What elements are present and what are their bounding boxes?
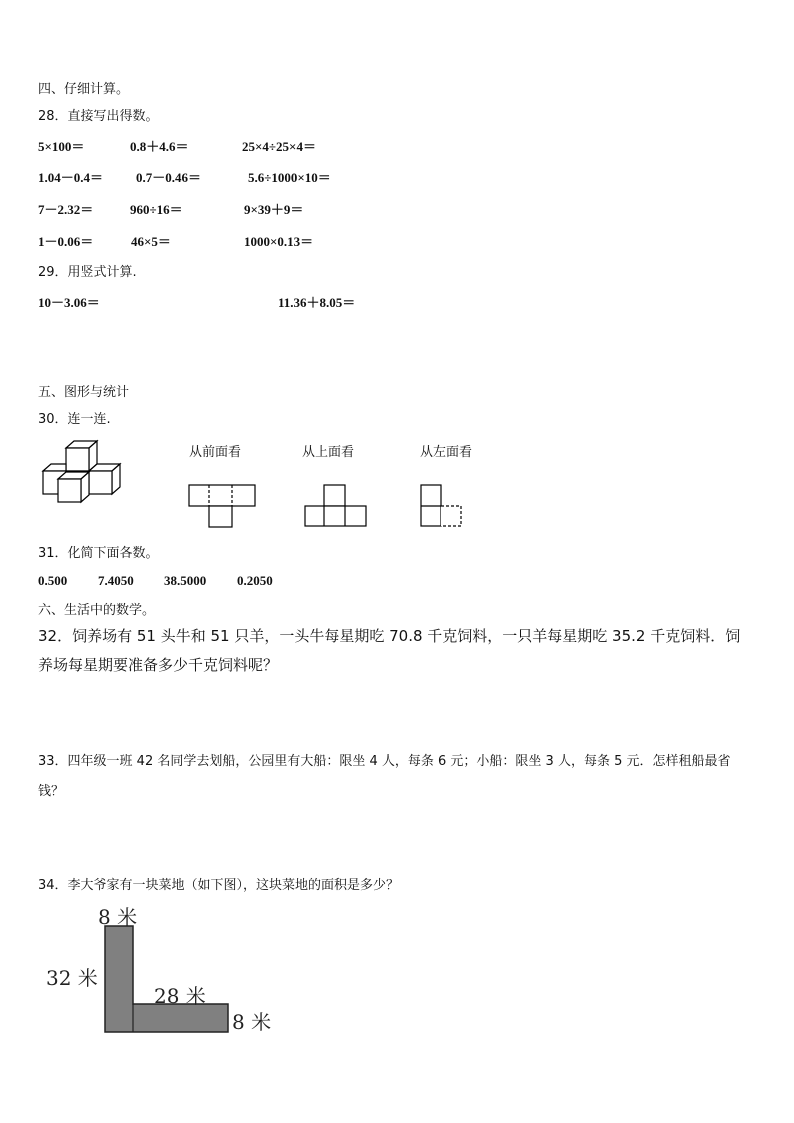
q28-expr: 5×100＝ [38, 139, 85, 154]
q28-expr: 7－2.32＝ [38, 202, 94, 217]
q28-title: 28．直接写出得数。 [38, 109, 159, 124]
dimension-label-top: 8 米 [98, 905, 138, 929]
section-heading-4: 四、仔细计算。 [38, 82, 130, 97]
q31-number: 0.2050 [237, 573, 273, 588]
view-shape-1 [188, 484, 260, 528]
q28-expr: 9×39＋9＝ [244, 202, 304, 217]
q34-title: 34．李大爷家有一块菜地（如下图），这块菜地的面积是多少？ [38, 878, 400, 893]
q31-number: 7.4050 [98, 573, 134, 588]
q32-line-1: 32．饲养场有 51 头牛和 51 只羊，一头牛每星期吃 70.8 千克饲料，一只羊每星期吃 35.2 千克饲料．饲 [38, 627, 741, 645]
q33-line-2: 钱？ [38, 784, 65, 799]
q31-number: 0.500 [38, 573, 68, 588]
q32-line-2: 养场每星期要准备多少千克饲料呢？ [38, 656, 279, 674]
q28-expr: 1－0.06＝ [38, 234, 94, 249]
dimension-label-right: 8 米 [232, 1010, 272, 1034]
q28-expr: 5.6÷1000×10＝ [248, 170, 331, 185]
q29-expr: 11.36＋8.05＝ [278, 295, 356, 310]
q29-title: 29．用竖式计算. [38, 265, 137, 280]
view-label-top: 从上面看 [302, 445, 355, 460]
q33-line-1: 33．四年级一班 42 名同学去划船，公园里有大船：限坐 4 人，每条 6 元；小船：限坐 3 人，每条 5 元．怎样租船最省 [38, 754, 731, 769]
view-label-front: 从前面看 [189, 445, 242, 460]
section-heading-6: 六、生活中的数学。 [38, 603, 156, 618]
q30-title: 30．连一连. [38, 412, 111, 427]
q28-expr: 0.8＋4.6＝ [130, 139, 189, 154]
q31-number: 38.5000 [164, 573, 207, 588]
q28-expr: 1000×0.13＝ [244, 234, 314, 249]
q28-expr: 25×4÷25×4＝ [242, 139, 316, 154]
section-heading-5: 五、图形与统计 [38, 385, 130, 400]
cube-stack-figure [40, 438, 140, 504]
view-shape-2 [304, 484, 370, 528]
q31-title: 31．化简下面各数。 [38, 546, 159, 561]
q28-expr: 0.7－0.46＝ [136, 170, 202, 185]
q28-expr: 46×5＝ [131, 234, 171, 249]
view-label-left: 从左面看 [420, 445, 473, 460]
view-shape-3 [420, 484, 466, 528]
q29-expr: 10－3.06＝ [38, 295, 100, 310]
q28-expr: 1.04－0.4＝ [38, 170, 104, 185]
q28-expr: 960÷16＝ [130, 202, 183, 217]
dimension-label-left: 32 米 [46, 966, 98, 990]
dimension-label-middle: 28 米 [154, 984, 206, 1008]
